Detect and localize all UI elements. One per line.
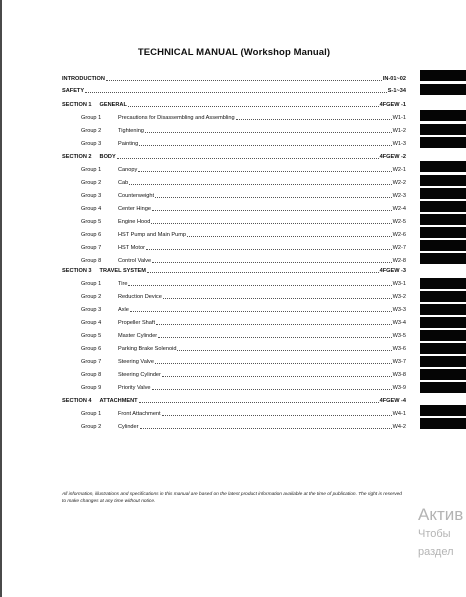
dot-leader: [236, 118, 392, 120]
dot-leader: [130, 310, 392, 312]
index-tab: [420, 291, 466, 302]
toc-group-row: [62, 331, 406, 340]
toc-page-ref: W3-9: [392, 385, 406, 391]
dot-leader: [128, 105, 379, 107]
toc-group-number: Group 3: [81, 141, 102, 147]
toc-group-title: Tire: [118, 281, 128, 287]
index-tab: [420, 110, 466, 121]
toc-group-row: [62, 292, 406, 301]
toc-group-number: Group 2: [81, 424, 102, 430]
watermark-line-1: Актив: [418, 505, 464, 524]
toc-page-ref: 4FGEW -2: [379, 154, 406, 160]
toc-group-number: Group 2: [81, 128, 102, 134]
dot-leader: [155, 362, 392, 364]
toc-page-ref: W2-5: [392, 219, 406, 225]
index-tab: [420, 278, 466, 289]
index-tab: [420, 356, 466, 367]
dot-leader: [163, 297, 392, 299]
toc-group-title: Cylinder: [118, 424, 139, 430]
toc-group-row: [62, 409, 406, 418]
toc-section-number: SECTION 2: [62, 154, 92, 160]
toc-group-title: Counterweight: [118, 193, 155, 199]
toc-group-title: Engine Hood: [118, 219, 151, 225]
toc-chapter-title: INTRODUCTION: [62, 76, 105, 82]
toc-section-title: BODY: [99, 154, 116, 160]
toc-section-row: [62, 152, 406, 161]
dot-leader: [140, 427, 392, 429]
toc-group-title: HST Motor: [118, 245, 145, 251]
dot-leader: [147, 271, 379, 273]
page-title: TECHNICAL MANUAL (Workshop Manual): [137, 47, 331, 58]
toc-page-ref: IN-01~02: [382, 76, 406, 82]
toc-page-ref: W2-2: [392, 180, 406, 186]
index-tab: [420, 330, 466, 341]
toc-main-row: [62, 74, 406, 83]
toc-page-ref: W1-3: [392, 141, 406, 147]
toc-group-number: Group 3: [81, 193, 102, 199]
toc-group-number: Group 1: [81, 167, 102, 173]
toc-group-row: [62, 230, 406, 239]
toc-group-number: Group 5: [81, 219, 102, 225]
dot-leader: [177, 349, 391, 351]
toc-section-number: SECTION 3: [62, 268, 92, 274]
disclaimer-text: All information, illustrations and specifications in this manual are based on the latest product information available at the time of publication. The right is reserved to make changes at any time without notice.: [62, 492, 402, 504]
index-tab: [420, 382, 466, 393]
toc-page-ref: W3-4: [392, 320, 406, 326]
toc-group-number: Group 6: [81, 232, 102, 238]
toc-group-title: HST Pump and Main Pump: [118, 232, 186, 238]
toc-group-row: [62, 126, 406, 135]
toc-group-number: Group 1: [81, 115, 102, 121]
index-tab: [420, 70, 466, 81]
toc-group-title: Canopy: [118, 167, 138, 173]
toc-group-title: Front Attachment: [118, 411, 161, 417]
dot-leader: [162, 414, 392, 416]
toc-section-number: SECTION 1: [62, 102, 92, 108]
dot-leader: [156, 323, 392, 325]
toc-section-row: [62, 266, 406, 275]
toc-group-title: Master Cylinder: [118, 333, 158, 339]
index-tab: [420, 418, 466, 429]
toc-page-ref: W4-1: [392, 411, 406, 417]
toc-group-row: [62, 243, 406, 252]
toc-group-title: Parking Brake Solenoid: [118, 346, 177, 352]
toc-group-row: [62, 370, 406, 379]
toc-group-title: Control Valve: [118, 258, 152, 264]
toc-chapter-title: SAFETY: [62, 88, 85, 94]
toc-group-row: [62, 139, 406, 148]
dot-leader: [152, 261, 391, 263]
index-tab: [420, 343, 466, 354]
toc-group-number: Group 4: [81, 320, 102, 326]
toc-page-ref: W3-1: [392, 281, 406, 287]
toc-page-ref: W2-7: [392, 245, 406, 251]
dot-leader: [106, 79, 382, 81]
toc-group-number: Group 7: [81, 359, 102, 365]
dot-leader: [85, 91, 387, 93]
watermark-line-2: Чтобы: [418, 528, 451, 540]
index-tab: [420, 253, 466, 264]
toc-page-ref: 4FGEW -3: [379, 268, 406, 274]
toc-group-title: Priority Valve: [118, 385, 151, 391]
toc-page-ref: 4FGEW -4: [379, 398, 406, 404]
toc-group-row: [62, 217, 406, 226]
index-tab: [420, 188, 466, 199]
toc-group-title: Cab: [118, 180, 129, 186]
dot-leader: [155, 196, 392, 198]
index-tab: [420, 124, 466, 135]
toc-page-ref: W3-3: [392, 307, 406, 313]
toc-group-title: Propeller Shaft: [118, 320, 156, 326]
dot-leader: [139, 144, 391, 146]
toc-group-row: [62, 113, 406, 122]
dot-leader: [152, 388, 392, 390]
toc-section-row: [62, 396, 406, 405]
index-tab: [420, 137, 466, 148]
dot-leader: [129, 183, 391, 185]
toc-group-number: Group 8: [81, 258, 102, 264]
toc-group-row: [62, 422, 406, 431]
index-tab: [420, 240, 466, 251]
toc-group-number: Group 4: [81, 206, 102, 212]
toc-section-row: [62, 100, 406, 109]
dot-leader: [146, 248, 392, 250]
toc-group-number: Group 6: [81, 346, 102, 352]
toc-group-number: Group 2: [81, 180, 102, 186]
index-tab: [420, 175, 466, 186]
toc-page-ref: W1-1: [392, 115, 406, 121]
index-tab: [420, 84, 466, 95]
toc-section-title: TRAVEL SYSTEM: [99, 268, 146, 274]
index-tab: [420, 405, 466, 416]
toc-page-ref: S-1~34: [387, 88, 406, 94]
toc-page-ref: W3-6: [392, 346, 406, 352]
toc-page-ref: W3-8: [392, 372, 406, 378]
toc-group-row: [62, 305, 406, 314]
toc-page-ref: W3-5: [392, 333, 406, 339]
toc-group-row: [62, 279, 406, 288]
index-tab: [420, 161, 466, 172]
dot-leader: [139, 401, 379, 403]
dot-leader: [187, 235, 392, 237]
toc-group-title: Precautions for Disassembling and Assembling: [118, 115, 235, 121]
dot-leader: [145, 131, 392, 133]
toc-group-number: Group 5: [81, 333, 102, 339]
toc-group-row: [62, 191, 406, 200]
toc-page-ref: W3-2: [392, 294, 406, 300]
dot-leader: [151, 222, 391, 224]
toc-group-title: Steering Cylinder: [118, 372, 161, 378]
toc-section-number: SECTION 4: [62, 398, 92, 404]
toc-group-number: Group 1: [81, 411, 102, 417]
watermark-line-3: раздел: [418, 546, 454, 558]
toc-section-title: GENERAL: [99, 102, 127, 108]
toc-group-title: Reduction Device: [118, 294, 162, 300]
index-tab: [420, 369, 466, 380]
toc-group-number: Group 3: [81, 307, 102, 313]
toc-group-title: Steering Valve: [118, 359, 154, 365]
toc-group-number: Group 8: [81, 372, 102, 378]
toc-group-row: [62, 204, 406, 213]
dot-leader: [162, 375, 392, 377]
dot-leader: [152, 209, 392, 211]
toc-page-ref: 4FGEW -1: [379, 102, 406, 108]
toc-page-ref: W3-7: [392, 359, 406, 365]
dot-leader: [128, 284, 391, 286]
toc-page-ref: W4-2: [392, 424, 406, 430]
activation-watermark: [418, 505, 466, 561]
dot-leader: [138, 170, 391, 172]
toc-group-title: Center Hinge: [118, 206, 151, 212]
toc-group-row: [62, 165, 406, 174]
index-tab: [420, 304, 466, 315]
toc-group-number: Group 9: [81, 385, 102, 391]
toc-group-number: Group 2: [81, 294, 102, 300]
toc-group-row: [62, 178, 406, 187]
toc-page-ref: W1-2: [392, 128, 406, 134]
toc-page-ref: W2-3: [392, 193, 406, 199]
toc-group-row: [62, 357, 406, 366]
dot-leader: [158, 336, 391, 338]
index-tab: [420, 201, 466, 212]
index-tab: [420, 214, 466, 225]
index-tab: [420, 317, 466, 328]
toc-group-row: [62, 383, 406, 392]
toc-group-title: Axle: [118, 307, 129, 313]
toc-page-ref: W2-8: [392, 258, 406, 264]
toc-group-number: Group 1: [81, 281, 102, 287]
toc-group-row: [62, 344, 406, 353]
toc-group-title: Painting: [118, 141, 139, 147]
toc-page-ref: W2-4: [392, 206, 406, 212]
toc-page-ref: W2-1: [392, 167, 406, 173]
index-tab: [420, 227, 466, 238]
dot-leader: [117, 157, 379, 159]
toc-group-title: Tightening: [118, 128, 144, 134]
toc-section-title: ATTACHMENT: [99, 398, 138, 404]
toc-page-ref: W2-6: [392, 232, 406, 238]
toc-group-number: Group 7: [81, 245, 102, 251]
toc-group-row: [62, 256, 406, 265]
toc-main-row: [62, 86, 406, 95]
toc-group-row: [62, 318, 406, 327]
page-edge: [0, 0, 2, 597]
